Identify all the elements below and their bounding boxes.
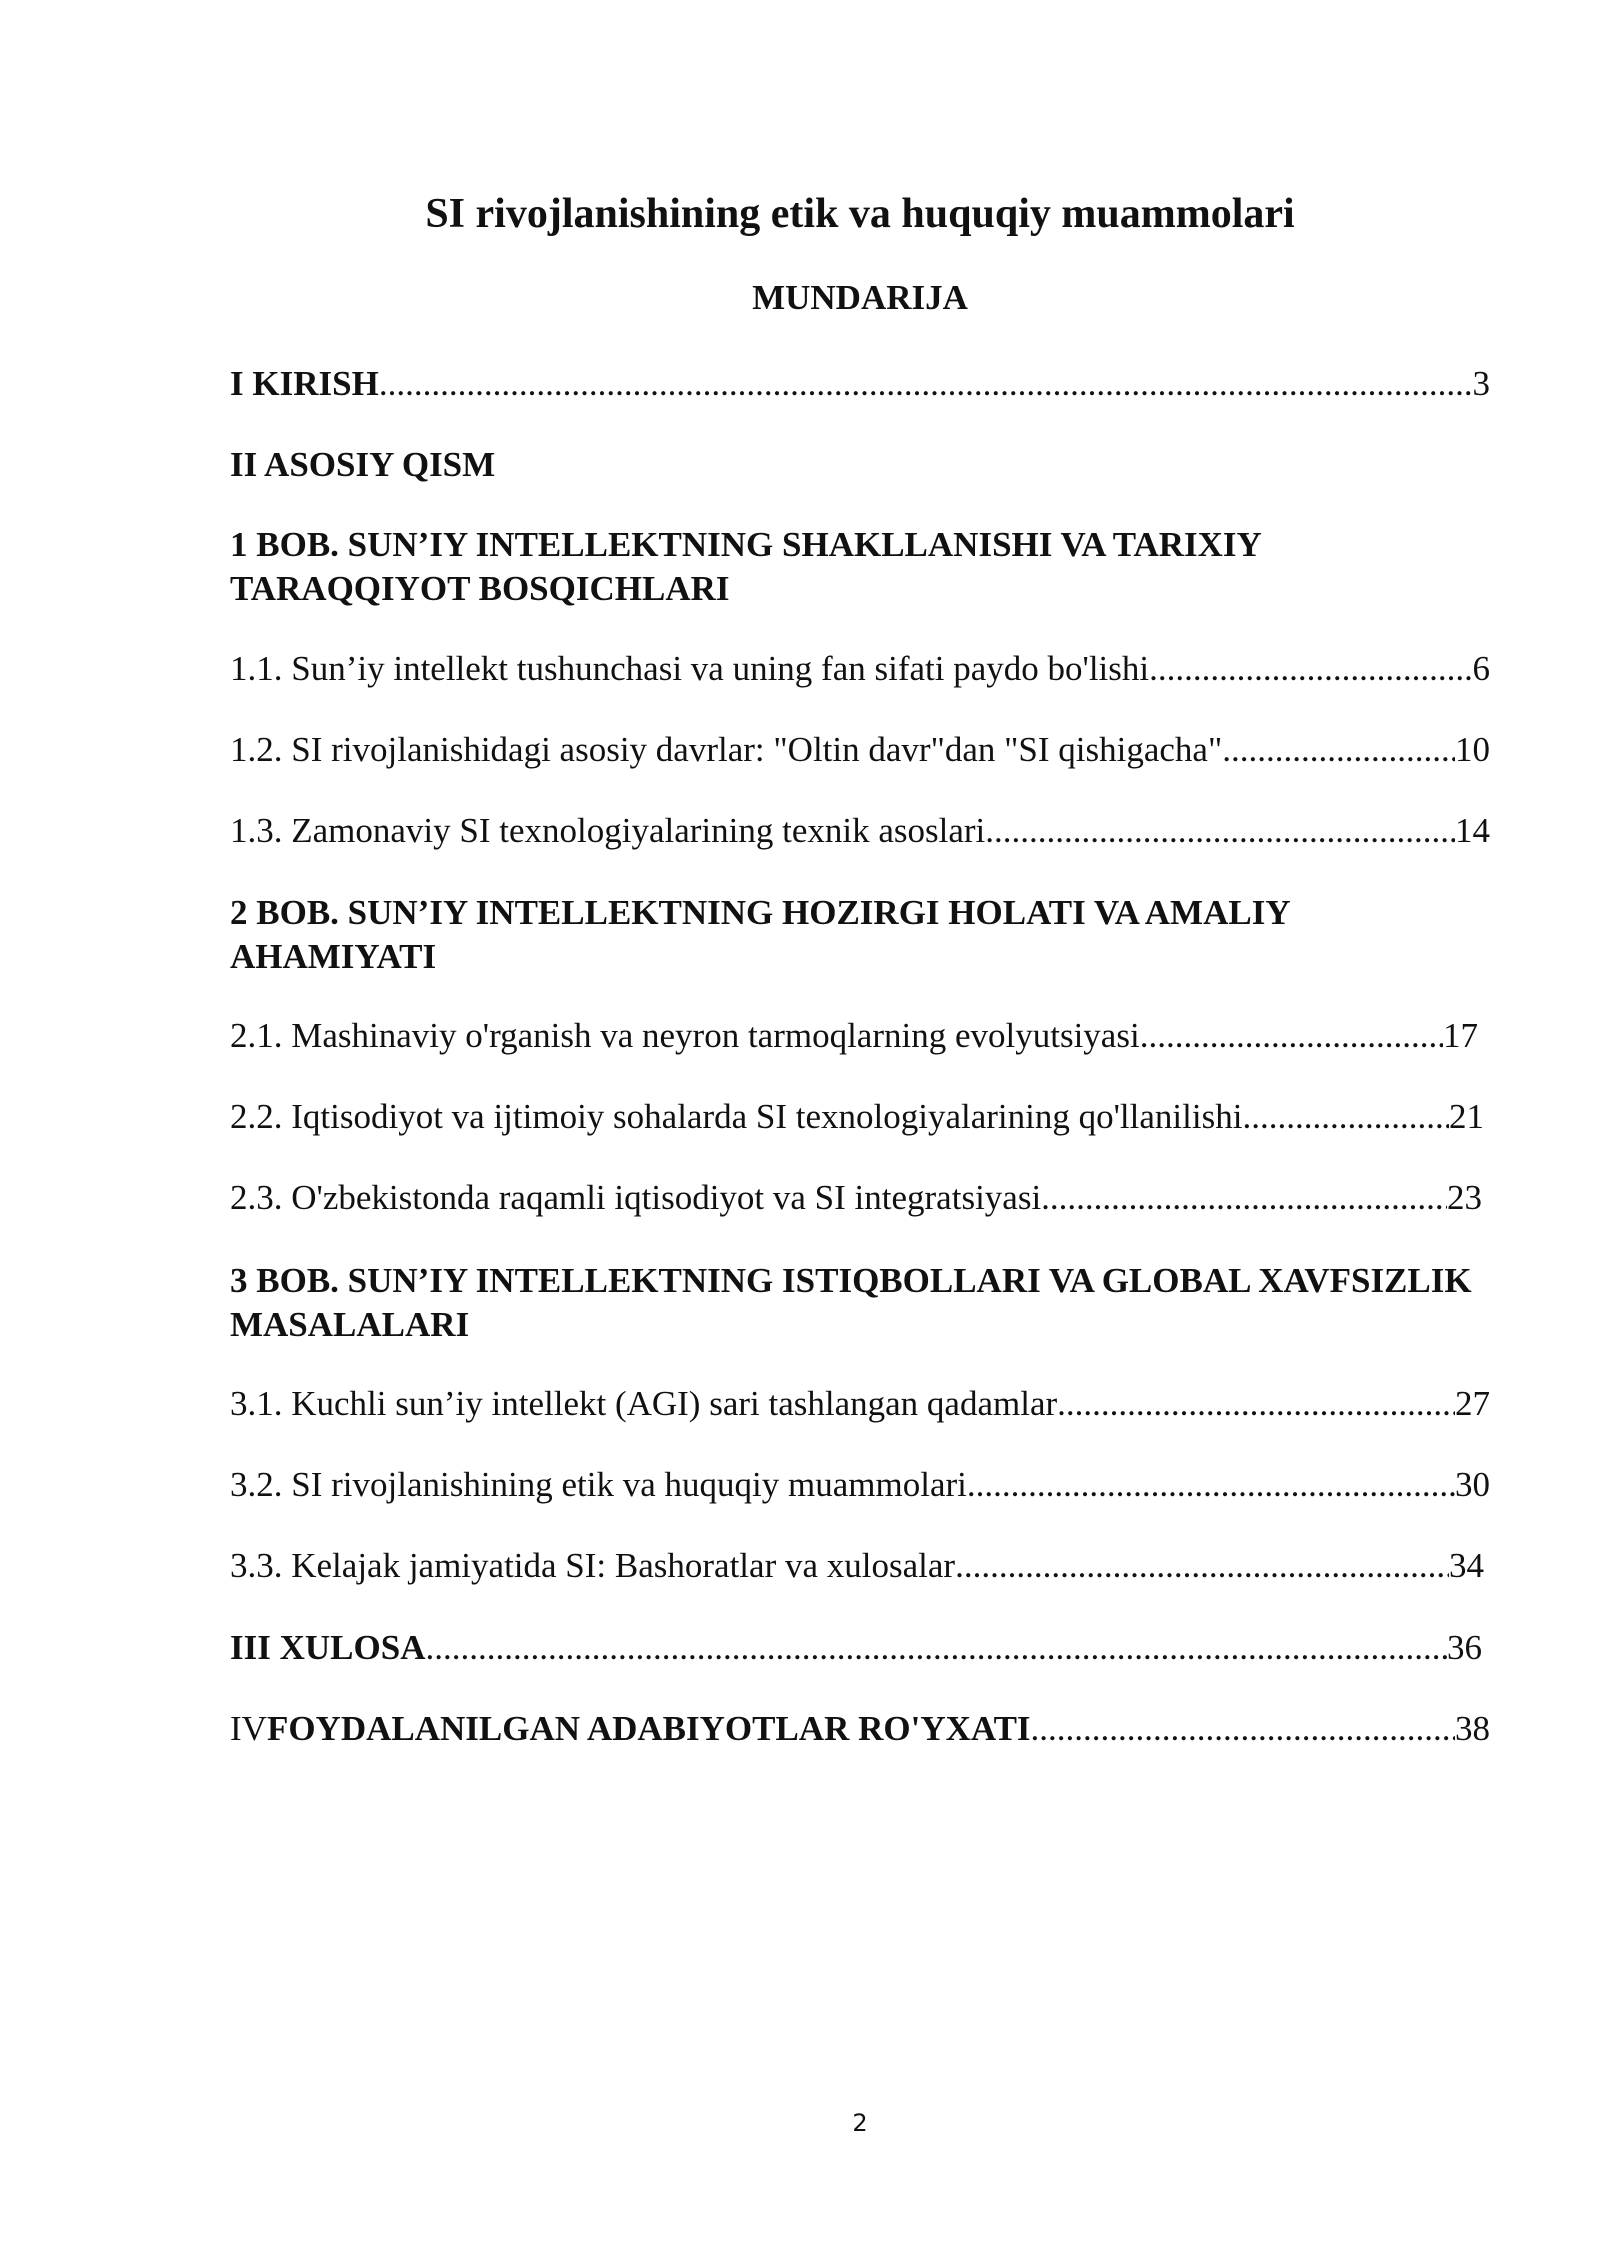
toc-entry-1-2 (230, 728, 1490, 772)
toc-entry-page: 6 (1472, 649, 1490, 688)
toc-entry-intro (230, 362, 1490, 406)
toc-entry-3-3 (230, 1544, 1484, 1588)
toc-entry-3-1 (230, 1382, 1490, 1426)
toc-chapter-2-title: 2 BOB. SUN’IY INTELLEKTNING HOZIRGI HOLATI VA AMALIY AHAMIYATI (230, 893, 1290, 976)
toc-entry-label: 3.3. Kelajak jamiyatida SI: Bashoratlar va xulosalar (230, 1546, 956, 1585)
toc-entry-1-1 (230, 647, 1490, 691)
toc-entry-label: 1.2. SI rivojlanishidagi asosiy davrlar: "Oltin davr"dan "SI qishigacha" (230, 730, 1223, 769)
toc-entry-2-1 (230, 1014, 1478, 1058)
toc-entry-page: 23 (1447, 1178, 1482, 1217)
document-title: SI rivojlanishining etik va huquqiy muammolari (425, 191, 1295, 237)
toc-entry-page: 38 (1455, 1709, 1490, 1748)
toc-entry-prefix: IV (230, 1709, 267, 1748)
toc-entry-page: 30 (1455, 1465, 1490, 1504)
toc-entry-label: I KIRISH (230, 364, 379, 403)
toc-section-main-part: II ASOSIY QISM (230, 445, 496, 484)
toc-entry-label: 1.3. Zamonaviy SI texnologiyalarining texnik asoslari (230, 811, 986, 850)
toc-entry-page: 36 (1447, 1628, 1482, 1667)
toc-entry-label: 3.1. Kuchli sun’iy intellekt (AGI) sari tashlangan qadamlar (230, 1384, 1058, 1423)
toc-entry-2-3 (230, 1176, 1482, 1220)
page-number: 2 (852, 2109, 868, 2137)
dot-leader (1222, 728, 1455, 772)
toc-entry-page: 17 (1443, 1016, 1478, 1055)
toc-entry-2-2 (230, 1095, 1484, 1139)
toc-entry-1-3 (230, 809, 1490, 853)
toc-entry-label: 2.1. Mashinaviy o'rganish va neyron tarmoqlarning evolyutsiyasi (230, 1016, 1140, 1055)
toc-entry-references (230, 1707, 1490, 1751)
toc-entry-label: 2.2. Iqtisodiyot va ijtimoiy sohalarda SI texnologiyalarining qo'llanilishi (230, 1097, 1243, 1136)
dot-leader (1031, 1707, 1455, 1751)
toc-entry-label: FOYDALANILGAN ADABIYOTLAR RO'YXATI (266, 1709, 1031, 1748)
dot-leader (967, 1463, 1455, 1507)
toc-entry-conclusion (230, 1626, 1482, 1670)
toc-entry-page: 3 (1472, 364, 1490, 403)
toc-entry-label: 3.2. SI rivojlanishining etik va huquqiy muammolari (230, 1465, 967, 1504)
dot-leader (425, 1626, 1447, 1670)
toc-chapter-3-title: 3 BOB. SUN’IY INTELLEKTNING ISTIQBOLLARI VA GLOBAL XAVFSIZLIK MASALALARI (230, 1261, 1472, 1344)
toc-entry-label: III XULOSA (230, 1628, 426, 1667)
toc-entry-page: 14 (1455, 811, 1490, 850)
dot-leader (1149, 647, 1472, 691)
toc-heading: MUNDARIJA (752, 278, 968, 317)
dot-leader (1057, 1382, 1455, 1426)
toc-entry-page: 10 (1455, 730, 1490, 769)
dot-leader (1242, 1095, 1449, 1139)
dot-leader (955, 1544, 1449, 1588)
dot-leader (1140, 1014, 1443, 1058)
toc-entry-label: 1.1. Sun’iy intellekt tushunchasi va uning fan sifati paydo bo'lishi (230, 649, 1150, 688)
toc-entry-3-2 (230, 1463, 1490, 1507)
dot-leader (1041, 1176, 1447, 1220)
toc-entry-page: 21 (1449, 1097, 1484, 1136)
toc-entry-page: 34 (1449, 1546, 1484, 1585)
toc-entry-page: 27 (1455, 1384, 1490, 1423)
toc-entry-label: 2.3. O'zbekistonda raqamli iqtisodiyot va SI integratsiyasi (230, 1178, 1042, 1217)
toc-chapter-1-title: 1 BOB. SUN’IY INTELLEKTNING SHAKLLANISHI VA TARIXIY TARAQQIYOT BOSQICHLARI (230, 525, 1261, 608)
dot-leader (379, 362, 1473, 406)
dot-leader (985, 809, 1455, 853)
